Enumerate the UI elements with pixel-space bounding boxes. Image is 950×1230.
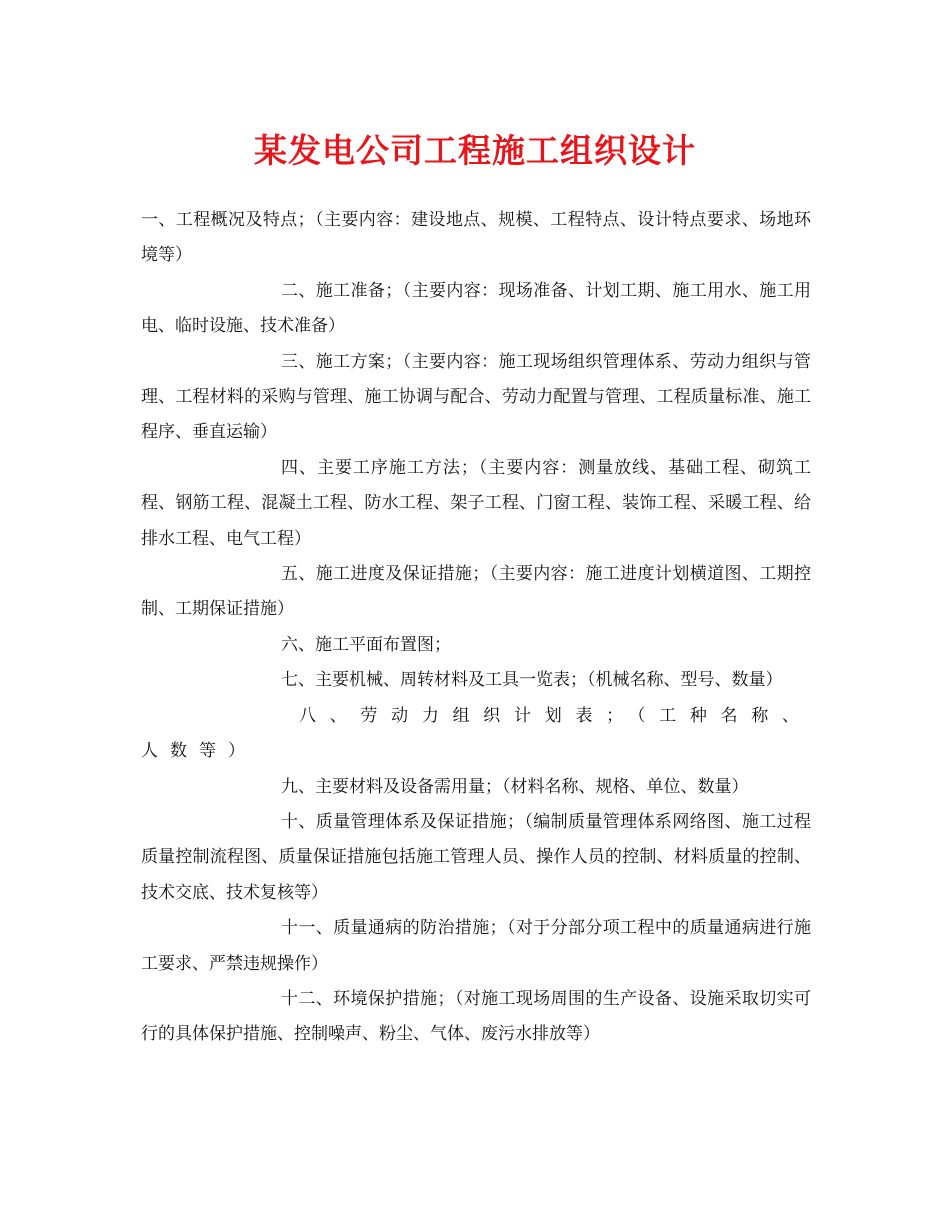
section-5-paragraph: 五、施工进度及保证措施；（主要内容：施工进度计划横道图、工期控制、工期保证措施） xyxy=(141,564,811,620)
section-11-paragraph: 十一、质量通病的防治措施；（对于分部分项工程中的质量通病进行施工要求、严禁违规操作） xyxy=(141,918,811,974)
section-4-paragraph: 四、主要工序施工方法；（主要内容：测量放线、基础工程、砌筑工程、钢筋工程、混凝土工程、防水工程、架子工程、门窗工程、装饰工程、采暖工程、给排水工程、电气工程） xyxy=(141,457,811,549)
section-10-paragraph: 十、质量管理体系及保证措施；（编制质量管理体系网络图、施工过程质量控制流程图、质量保证措施包括施工管理人员、操作人员的控制、材料质量的控制、技术交底、技术复核等） xyxy=(141,811,811,903)
section-8-paragraph: 八、劳动力组织计划表；（工种名称、人数等） xyxy=(141,705,811,762)
section-9-paragraph: 九、主要材料及设备需用量；（材料名称、规格、单位、数量） xyxy=(281,776,749,797)
section-7-paragraph: 七、主要机械、周转材料及工具一览表；（机械名称、型号、数量） xyxy=(281,670,783,691)
section-3-paragraph: 三、施工方案；（主要内容：施工现场组织管理体系、劳动力组织与管理、工程材料的采购与管理、施工协调与配合、劳动力配置与管理、工程质量标准、施工程序、垂直运输） xyxy=(141,351,811,443)
section-6-paragraph: 六、施工平面布置图； xyxy=(281,634,451,655)
section-2-paragraph: 二、施工准备；（主要内容：现场准备、计划工期、施工用水、施工用电、临时设施、技术准备） xyxy=(141,280,811,337)
section-12-paragraph: 十二、环境保护措施；（对施工现场周围的生产设备、设施采取切实可行的具体保护措施、控制噪声、粉尘、气体、废污水排放等） xyxy=(141,988,811,1045)
document-body xyxy=(141,203,811,1053)
document-title: 某发电公司工程施工组织设计 xyxy=(254,131,696,170)
section-1-paragraph: 一、工程概况及特点；（主要内容：建设地点、规模、工程特点、设计特点要求、场地环境等） xyxy=(141,210,811,266)
